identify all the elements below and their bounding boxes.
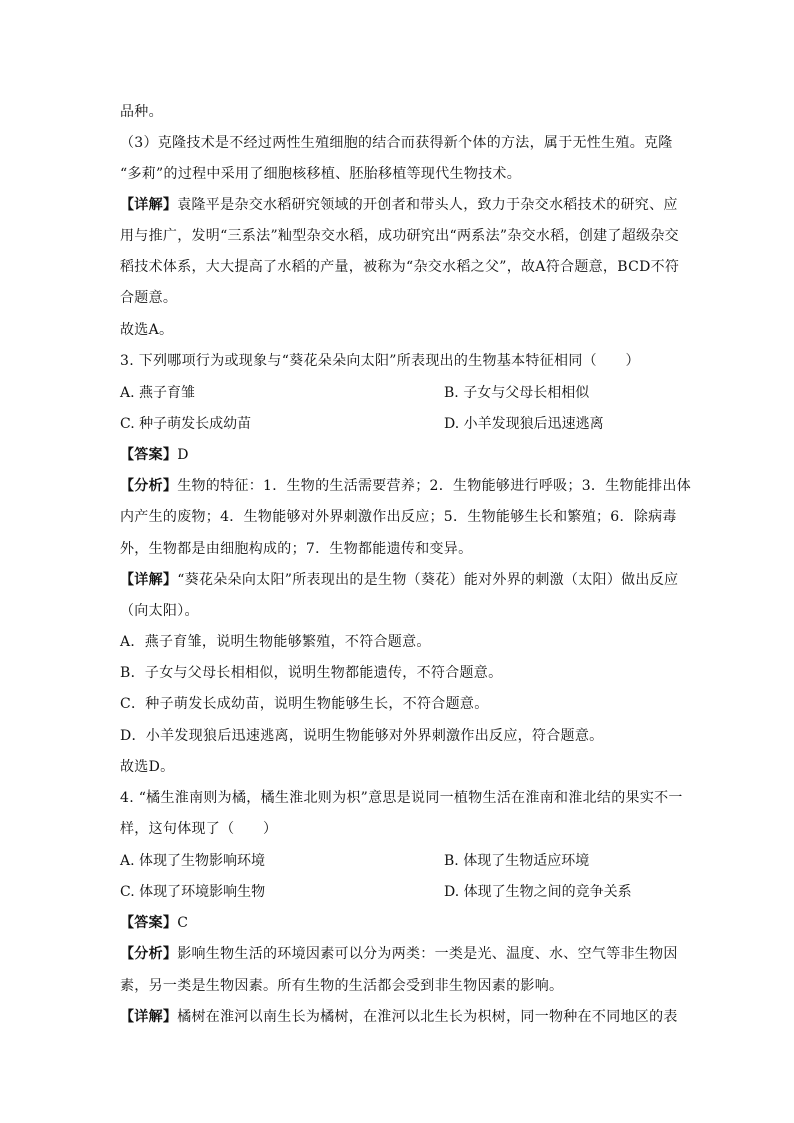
analysis-tag: 【分析】: [120, 478, 178, 494]
text-line: 素，另一类是生物因素。所有生物的生活都会受到非生物因素的影响。: [120, 978, 564, 994]
text-line: 故选D。: [120, 759, 175, 775]
q4-option-d: D. 体现了生物之间的竞争关系: [444, 884, 632, 900]
text-line: B．子女与父母长相相似，说明生物都能遗传，不符合题意。: [120, 665, 503, 681]
analysis-tag: 【分析】: [120, 946, 178, 962]
text-line: 合题意。: [120, 290, 178, 306]
detail-tag: 【详解】: [120, 572, 178, 588]
text-segment: 生物的特征：1．生物的生活需要营养；2．生物能够进行呼吸；3．生物能排出体: [177, 478, 692, 494]
text-line: 故选A。: [120, 322, 174, 338]
detail-tag: 【详解】: [120, 1009, 178, 1025]
answer-line: [120, 913, 680, 933]
text-line: “多莉”的过程中采用了细胞核移植、胚胎移植等现代生物技术。: [120, 166, 522, 182]
text-line: （向太阳）。: [120, 603, 199, 619]
question-3-stem: 3. 下列哪项行为或现象与“葵花朵朵向太阳”所表现出的生物基本特征相同（ ）: [120, 353, 640, 369]
text-line: 用与推广，发明“三系法”籼型杂交水稻，成功研究出“两系法”杂交水稻，创建了超级杂交: [120, 228, 679, 244]
q3-option-c: C. 种子萌发长成幼苗: [120, 416, 252, 432]
answer-tag: 【答案】: [120, 915, 178, 931]
detail-paragraph-line: [120, 195, 680, 215]
text-segment: 袁隆平是杂交水稻研究领域的开创者和带头人，致力于杂交水稻技术的研究、应: [177, 197, 678, 213]
text-segment: “葵花朵朵向太阳”所表现出的是生物（葵花）能对外界的刺激（太阳）做出反应: [177, 572, 679, 588]
answer-line: [120, 445, 680, 465]
text-segment: 影响生物生活的环境因素可以分为两类：一类是光、温度、水、空气等非生物因: [177, 946, 678, 962]
q4-option-a: A. 体现了生物影响环境: [120, 853, 266, 869]
q3-option-a: A. 燕子育雏: [120, 385, 196, 401]
answer-value: D: [177, 447, 189, 463]
q4-option-c: C. 体现了环境影响生物: [120, 884, 266, 900]
q3-option-b: B. 子女与父母长相相似: [444, 385, 590, 401]
detail-tag: 【详解】: [120, 197, 178, 213]
text-line: D．小羊发现狼后迅速逃离，说明生物能够对外界刺激作出反应，符合题意。: [120, 728, 604, 744]
text-segment: 橘树在淮河以南生长为橘树，在淮河以北生长为枳树，同一物种在不同地区的表: [177, 1009, 678, 1025]
text-line: A．燕子育雏，说明生物能够繁殖，不符合题意。: [120, 634, 431, 650]
q3-option-d: D. 小羊发现狼后迅速逃离: [444, 416, 604, 432]
detail-paragraph-line: [120, 1007, 680, 1027]
text-line: C．种子萌发长成幼苗，说明生物能够生长，不符合题意。: [120, 696, 489, 712]
answer-tag: 【答案】: [120, 447, 178, 463]
analysis-paragraph-line: [120, 476, 692, 496]
analysis-paragraph-line: [120, 944, 680, 964]
text-line: 外，生物都是由细胞构成的；7．生物都能遗传和变异。: [120, 541, 473, 557]
text-line: （3）克隆技术是不经过两性生殖细胞的结合而获得新个体的方法，属于无性生殖。克隆: [120, 135, 673, 151]
text-line: 品种。: [120, 104, 163, 120]
text-line: 稻技术体系，大大提高了水稻的产量，被称为“杂交水稻之父”，故A符合题意，BCD不符: [120, 259, 680, 275]
question-4-stem: 4. “橘生淮南则为橘，橘生淮北则为枳”意思是说同一植物生活在淮南和淮北结的果实不一: [120, 790, 683, 806]
answer-value: C: [177, 915, 189, 931]
q4-option-b: B. 体现了生物适应环境: [444, 853, 590, 869]
text-line: 样，这句体现了（ ）: [120, 821, 278, 837]
text-line: 内产生的废物；4．生物能够对外界刺激作出反应；5．生物能够生长和繁殖；6．除病毒: [120, 509, 677, 525]
detail-paragraph-line: [120, 570, 680, 590]
